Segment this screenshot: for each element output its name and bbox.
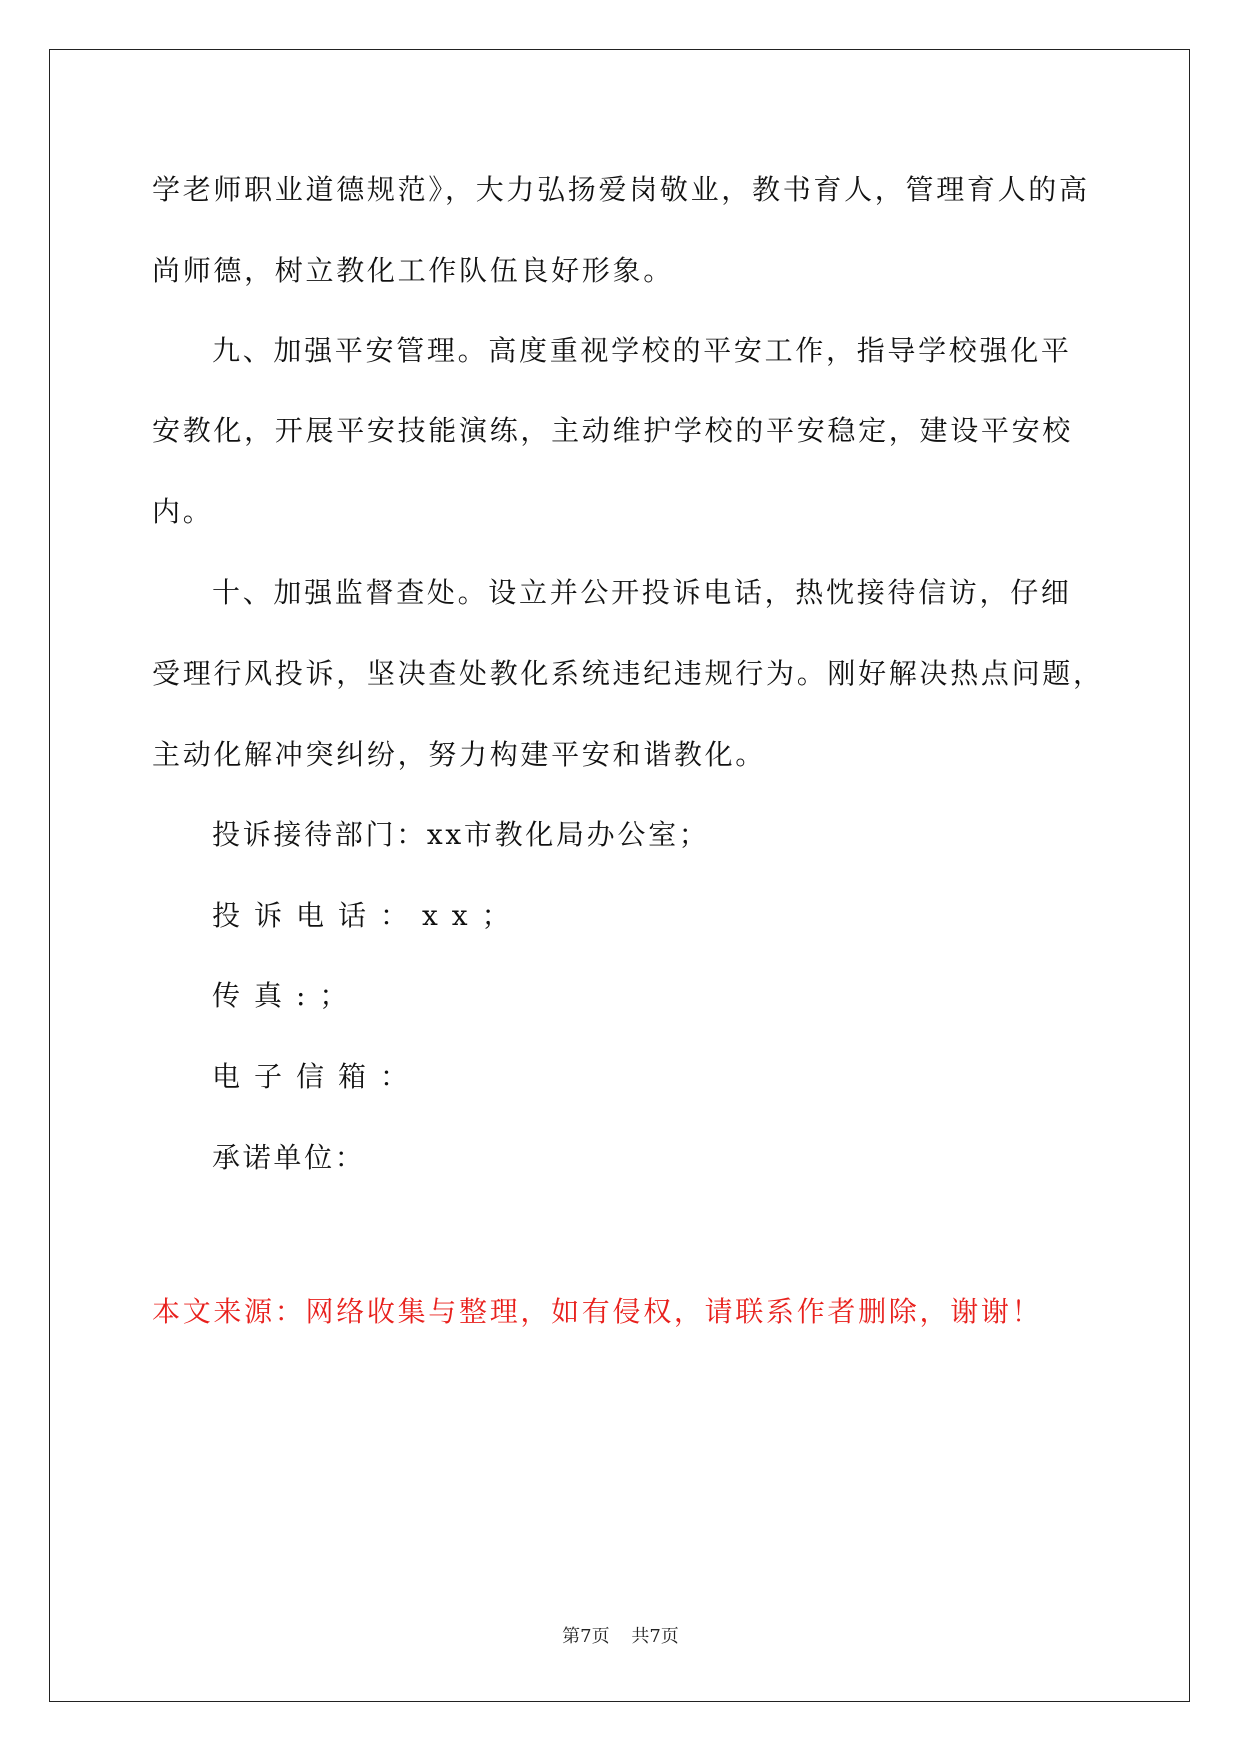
page-number: 第7页 bbox=[562, 1626, 610, 1647]
body-line-1: 学老师职业道德规范》，大力弘扬爱岗敬业，教书育人，管理育人的高 bbox=[152, 173, 1090, 206]
body-line-4: 安教化，开展平安技能演练，主动维护学校的平安稳定，建设平安校 bbox=[152, 414, 1074, 447]
source-notice: 本文来源：网络收集与整理，如有侵权，请联系作者删除，谢谢！ bbox=[152, 1295, 1043, 1328]
body-line-7: 受理行风投诉，坚决查处教化系统违纪违规行为。刚好解决热点问题， bbox=[152, 657, 1104, 690]
contact-phone: 投诉电话：xx； bbox=[212, 899, 524, 932]
body-line-5: 内。 bbox=[152, 495, 214, 528]
body-line-2: 尚师德，树立教化工作队伍良好形象。 bbox=[152, 254, 674, 287]
page-total: 共7页 bbox=[631, 1626, 679, 1647]
body-line-3: 九、加强平安管理。高度重视学校的平安工作，指导学校强化平 bbox=[212, 334, 1072, 367]
contact-fax: 传真:； bbox=[212, 979, 362, 1012]
contact-email: 电子信箱： bbox=[212, 1060, 423, 1093]
body-line-8: 主动化解冲突纠纷，努力构建平安和谐教化。 bbox=[152, 738, 767, 771]
body-line-6: 十、加强监督查处。设立并公开投诉电话，热忱接待信访，仔细 bbox=[212, 576, 1072, 609]
contact-unit: 承诺单位： bbox=[212, 1141, 366, 1174]
contact-department: 投诉接待部门：xx市教化局办公室； bbox=[212, 818, 710, 851]
page-footer bbox=[0, 1625, 1241, 1649]
page-border bbox=[49, 49, 1190, 1702]
